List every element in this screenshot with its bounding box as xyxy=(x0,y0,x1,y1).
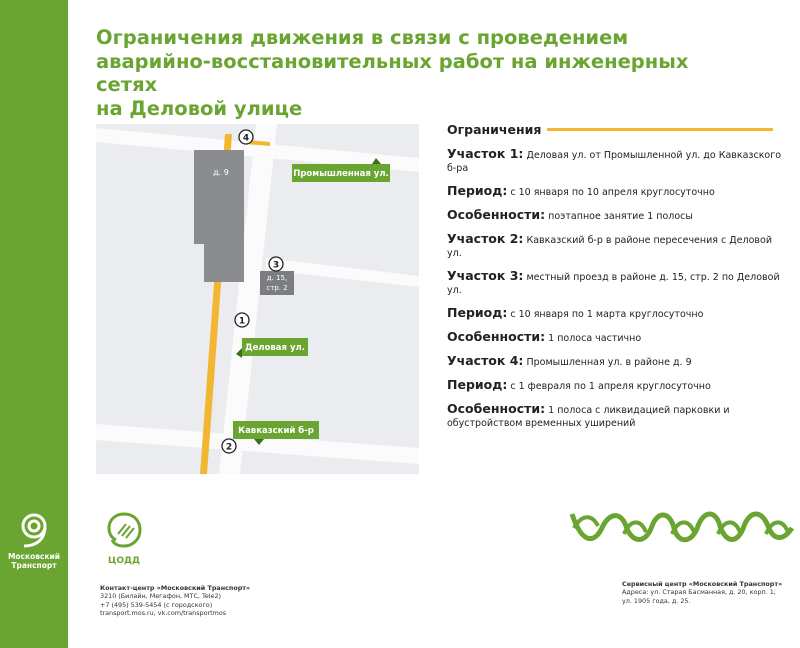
restriction-item xyxy=(447,354,787,369)
title-line-3: на Деловой улице xyxy=(96,96,303,120)
contact-info xyxy=(100,584,300,618)
building-15-label-1: д. 15, xyxy=(266,274,288,282)
service-line-1: Адреса: ул. Старая Басманная, д. 20, корп. 1; xyxy=(622,588,776,597)
brand-sidebar xyxy=(0,0,68,648)
moscow-transport-emblem-icon xyxy=(14,510,54,550)
service-title: Сервисный центр «Московский Транспорт» xyxy=(622,580,783,588)
restriction-value: местный проезд в районе д. 15, стр. 2 по Деловой ул. xyxy=(447,272,780,296)
svg-text:3: 3 xyxy=(272,260,280,271)
restriction-item xyxy=(447,402,787,430)
restriction-key: Период: xyxy=(447,305,508,320)
restriction-key: Участок 3: xyxy=(447,268,524,283)
contact-line-1: 3210 (Билайн, Мегафон, МТС, Tele2) xyxy=(100,592,222,601)
street-label-delovaya-text: Деловая ул. xyxy=(245,343,305,353)
heading-underline xyxy=(547,128,773,131)
page-title xyxy=(96,26,736,120)
restriction-value: с 10 января по 10 апреля круглосуточно xyxy=(510,187,715,198)
contact-title: Контакт-центр «Московский Транспорт» xyxy=(100,584,251,592)
restriction-value: 1 полоса с ликвидацией парковки и обустройством временных уширений xyxy=(447,405,730,429)
service-center-info xyxy=(622,580,794,605)
restriction-value: Деловая ул. от Промышленной ул. до Кавказского б-ра xyxy=(447,150,782,174)
building-15-label-2: стр. 2 xyxy=(266,284,288,292)
restriction-key: Участок 4: xyxy=(447,353,524,368)
codd-label: ЦОДД xyxy=(107,556,141,566)
restriction-key: Период: xyxy=(447,183,508,198)
restriction-key: Особенности: xyxy=(447,207,546,222)
restriction-item xyxy=(447,306,787,321)
contact-line-2: +7 (495) 539-5454 (с городского) xyxy=(100,600,213,609)
restriction-value: с 10 января по 1 марта круглосуточно xyxy=(510,309,704,320)
marker-2 xyxy=(222,439,236,453)
restrictions-header xyxy=(447,120,787,138)
svg-text:1: 1 xyxy=(238,316,246,327)
restriction-key: Особенности: xyxy=(447,401,546,416)
restriction-key: Участок 1: xyxy=(447,146,524,161)
restrictions-panel xyxy=(447,120,787,430)
title-line-1: Ограничения движения в связи с проведением xyxy=(96,26,629,49)
marker-3 xyxy=(269,257,283,271)
building-9-label: д. 9 xyxy=(213,168,229,177)
restriction-value: поэтапное занятие 1 полосы xyxy=(548,211,693,222)
marker-4 xyxy=(239,130,253,144)
restriction-value: с 1 февраля по 1 апреля круглосуточно xyxy=(510,381,711,392)
restriction-item xyxy=(447,208,787,223)
street-map xyxy=(96,124,419,474)
logo-text-line1: Московский xyxy=(7,552,61,561)
restriction-item xyxy=(447,269,787,297)
contact-line-3[interactable]: transport.mos.ru, vk.com/transportmos xyxy=(100,609,227,618)
restriction-item xyxy=(447,184,787,199)
restriction-item xyxy=(447,378,787,393)
street-label-promyshlennaya-text: Промышленная ул. xyxy=(293,169,389,179)
restriction-item xyxy=(447,330,787,345)
decorative-wave-icon xyxy=(568,504,796,550)
restriction-value: Кавказский б-р в районе пересечения с Деловой ул. xyxy=(447,235,772,259)
restriction-item xyxy=(447,147,787,175)
restriction-key: Особенности: xyxy=(447,329,546,344)
codd-logo xyxy=(100,510,148,566)
service-line-2: ул. 1905 года, д. 25. xyxy=(622,596,691,605)
logo-text-line2: Транспорт xyxy=(11,561,57,570)
svg-text:2: 2 xyxy=(225,442,233,453)
moscow-transport-logo xyxy=(6,510,62,570)
restrictions-heading: Ограничения xyxy=(447,121,542,137)
marker-1 xyxy=(235,313,249,327)
restrictions-list xyxy=(447,147,787,430)
title-line-2: аварийно-восстановительных работ на инженерных сетях xyxy=(96,49,689,96)
svg-text:4: 4 xyxy=(242,133,250,144)
restriction-key: Участок 2: xyxy=(447,231,524,246)
restriction-key: Период: xyxy=(447,377,508,392)
codd-emblem-icon xyxy=(104,510,144,550)
restriction-item xyxy=(447,232,787,260)
restriction-value: 1 полоса частично xyxy=(548,333,642,344)
street-label-kavkazsky-text: Кавказский б-р xyxy=(238,426,314,436)
map-canvas xyxy=(96,124,419,474)
restriction-value: Промышленная ул. в районе д. 9 xyxy=(526,357,692,368)
